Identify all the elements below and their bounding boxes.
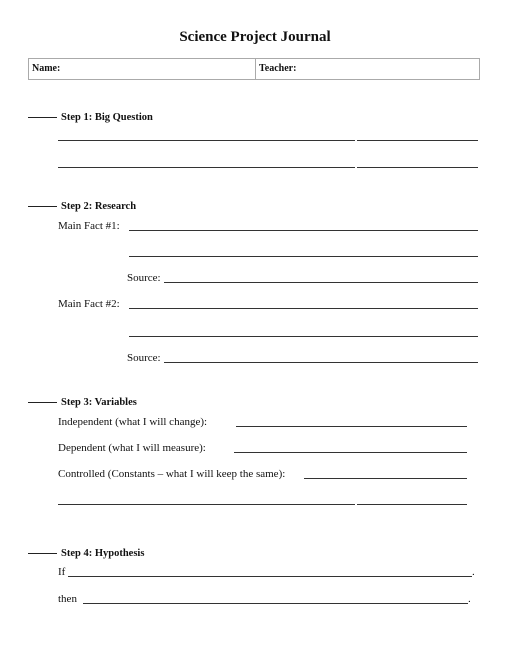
step1-answer-line-2b[interactable] bbox=[357, 167, 478, 168]
controlled-variable-line-1[interactable] bbox=[304, 478, 467, 479]
step3-check-blank[interactable] bbox=[28, 402, 57, 403]
hypothesis-if-period: . bbox=[472, 566, 475, 578]
step4-heading-text: Step 4: Hypothesis bbox=[61, 548, 145, 559]
independent-variable-label: Independent (what I will change): bbox=[58, 416, 208, 428]
main-fact-2-line-1[interactable] bbox=[129, 308, 478, 309]
controlled-variable-line-2b[interactable] bbox=[357, 504, 467, 505]
hypothesis-then-line[interactable] bbox=[83, 603, 468, 604]
table-divider bbox=[255, 59, 256, 79]
teacher-label: Teacher: bbox=[259, 63, 297, 74]
main-fact-2-label: Main Fact #2: bbox=[58, 298, 120, 310]
dependent-variable-label: Dependent (what I will measure): bbox=[58, 442, 206, 454]
step3-heading-text: Step 3: Variables bbox=[61, 397, 137, 408]
step2-check-blank[interactable] bbox=[28, 206, 57, 207]
controlled-variable-line-2a[interactable] bbox=[58, 504, 355, 505]
hypothesis-then-period: . bbox=[468, 593, 471, 605]
step1-answer-line-1b[interactable] bbox=[357, 140, 478, 141]
name-label: Name: bbox=[32, 63, 61, 74]
independent-variable-line[interactable] bbox=[236, 426, 467, 427]
fact-2-source-label: Source: bbox=[127, 352, 161, 364]
step1-heading bbox=[28, 112, 153, 123]
name-teacher-table bbox=[28, 58, 480, 80]
main-fact-1-line-1[interactable] bbox=[129, 230, 478, 231]
step2-heading bbox=[28, 201, 136, 212]
dependent-variable-line[interactable] bbox=[234, 452, 467, 453]
fact-1-source-line[interactable] bbox=[164, 282, 478, 283]
fact-2-source-line[interactable] bbox=[164, 362, 478, 363]
step1-answer-line-2a[interactable] bbox=[58, 167, 355, 168]
hypothesis-then-label: then bbox=[58, 593, 77, 605]
step4-heading bbox=[28, 548, 144, 559]
step3-heading bbox=[28, 397, 137, 408]
hypothesis-if-line[interactable] bbox=[68, 576, 472, 577]
step4-check-blank[interactable] bbox=[28, 553, 57, 554]
hypothesis-if-label: If bbox=[58, 566, 66, 578]
main-fact-2-line-2[interactable] bbox=[129, 336, 478, 337]
main-fact-1-line-2[interactable] bbox=[129, 256, 478, 257]
main-fact-1-label: Main Fact #1: bbox=[58, 220, 120, 232]
step1-check-blank[interactable] bbox=[28, 117, 57, 118]
controlled-variable-label: Controlled (Constants – what I will keep the same): bbox=[58, 468, 286, 480]
step1-heading-text: Step 1: Big Question bbox=[61, 112, 153, 123]
step2-heading-text: Step 2: Research bbox=[61, 201, 137, 212]
step1-answer-line-1a[interactable] bbox=[58, 140, 355, 141]
page-title: Science Project Journal bbox=[179, 29, 331, 45]
fact-1-source-label: Source: bbox=[127, 272, 161, 284]
